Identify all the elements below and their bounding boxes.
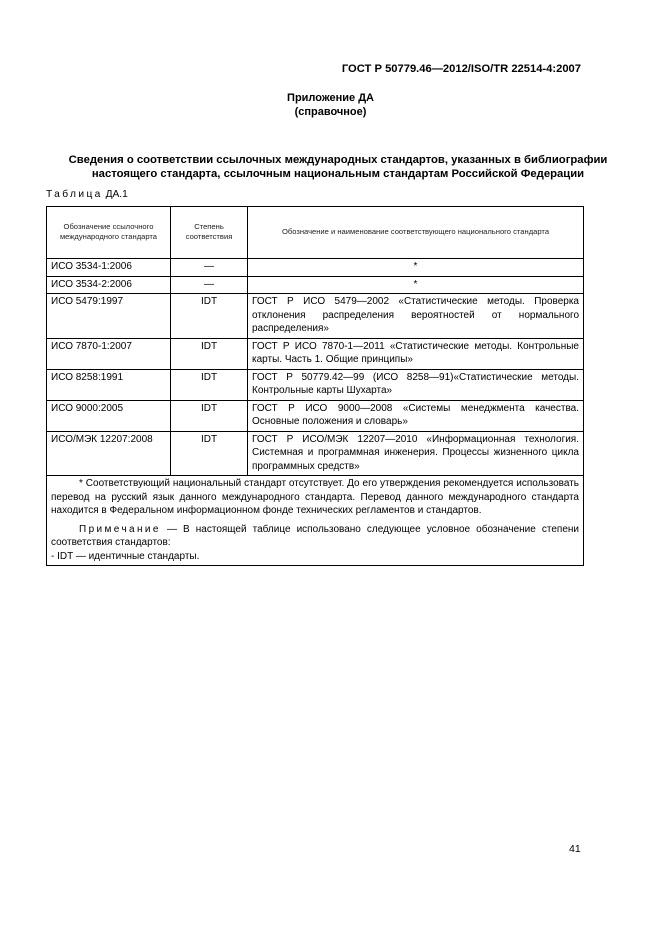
table-row bbox=[47, 431, 584, 476]
table-caption-number: ДА.1 bbox=[105, 189, 128, 200]
correspondence-table bbox=[46, 206, 584, 566]
table-notes bbox=[47, 476, 584, 566]
table-row bbox=[47, 338, 584, 369]
footnote: * Соответствующий национальный стандарт отсутствует. До его утверждения рекомендуется использовать перевод на русский язык данного международного стандарта. Перевод данного международного стандарта находится в Федеральном информационном фонде технических регламентов и стандартов. bbox=[51, 478, 579, 516]
table-caption-word: Таблица bbox=[46, 189, 103, 200]
cell-national: * bbox=[248, 276, 584, 294]
table-row bbox=[47, 400, 584, 431]
note-label: Примечание bbox=[79, 523, 161, 535]
column-header-intl: Обозначение ссылочного международного стандарта bbox=[47, 207, 171, 259]
cell-national: ГОСТ Р ИСО 5479—2002 «Статистические методы. Проверка отклонения распределения вероятностей от нормального распределения» bbox=[248, 294, 584, 339]
page-number: 41 bbox=[569, 843, 581, 855]
cell-degree: IDT bbox=[171, 294, 248, 339]
column-header-degree: Степень соответствия bbox=[171, 207, 248, 259]
cell-degree: — bbox=[171, 259, 248, 277]
column-header-national: Обозначение и наименование соответствующего национального стандарта bbox=[248, 207, 584, 259]
appendix-title: Приложение ДА bbox=[287, 92, 374, 104]
cell-intl: ИСО 5479:1997 bbox=[47, 294, 171, 339]
table-row bbox=[47, 294, 584, 339]
cell-intl: ИСО 7870-1:2007 bbox=[47, 338, 171, 369]
cell-degree: IDT bbox=[171, 431, 248, 476]
section-title: Сведения о соответствии ссылочных международных стандартов, указанных в библиографии настоящего стандарта, ссылочным национальным стандартам Российской Федерации bbox=[68, 154, 608, 180]
cell-intl: ИСО 3534-2:2006 bbox=[47, 276, 171, 294]
cell-national: ГОСТ Р ИСО 9000—2008 «Системы менеджмента качества. Основные положения и словарь» bbox=[248, 400, 584, 431]
cell-national: * bbox=[248, 259, 584, 277]
cell-national: ГОСТ Р 50779.42—99 (ИСО 8258—91)«Статистические методы. Контрольные карты Шухарта» bbox=[248, 369, 584, 400]
table-row bbox=[47, 369, 584, 400]
cell-degree: IDT bbox=[171, 338, 248, 369]
note-item: - IDT — идентичные стандарты. bbox=[51, 550, 200, 562]
table-row bbox=[47, 259, 584, 277]
document-header: ГОСТ Р 50779.46—2012/ISO/TR 22514-4:2007 bbox=[341, 63, 581, 75]
cell-degree: — bbox=[171, 276, 248, 294]
table-header-row bbox=[47, 207, 584, 259]
table-caption bbox=[46, 189, 128, 200]
cell-intl: ИСО 8258:1991 bbox=[47, 369, 171, 400]
note-text: — В настоящей таблице использовано следующее условное обозначение степени соответствия стандартов: bbox=[51, 523, 579, 548]
cell-intl: ИСО 9000:2005 bbox=[47, 400, 171, 431]
appendix-heading bbox=[0, 91, 661, 119]
cell-intl: ИСО 3534-1:2006 bbox=[47, 259, 171, 277]
cell-national: ГОСТ Р ИСО 7870-1—2011 «Статистические методы. Контрольные карты. Часть 1. Общие принципы» bbox=[248, 338, 584, 369]
cell-degree: IDT bbox=[171, 369, 248, 400]
table-notes-row bbox=[47, 476, 584, 566]
cell-national: ГОСТ Р ИСО/МЭК 12207—2010 «Информационная технология. Системная и программная инженерия. Процессы жизненного цикла программных средств» bbox=[248, 431, 584, 476]
cell-intl: ИСО/МЭК 12207:2008 bbox=[47, 431, 171, 476]
table-row bbox=[47, 276, 584, 294]
cell-degree: IDT bbox=[171, 400, 248, 431]
appendix-subtitle: (справочное) bbox=[294, 106, 367, 118]
table-note bbox=[51, 523, 579, 550]
